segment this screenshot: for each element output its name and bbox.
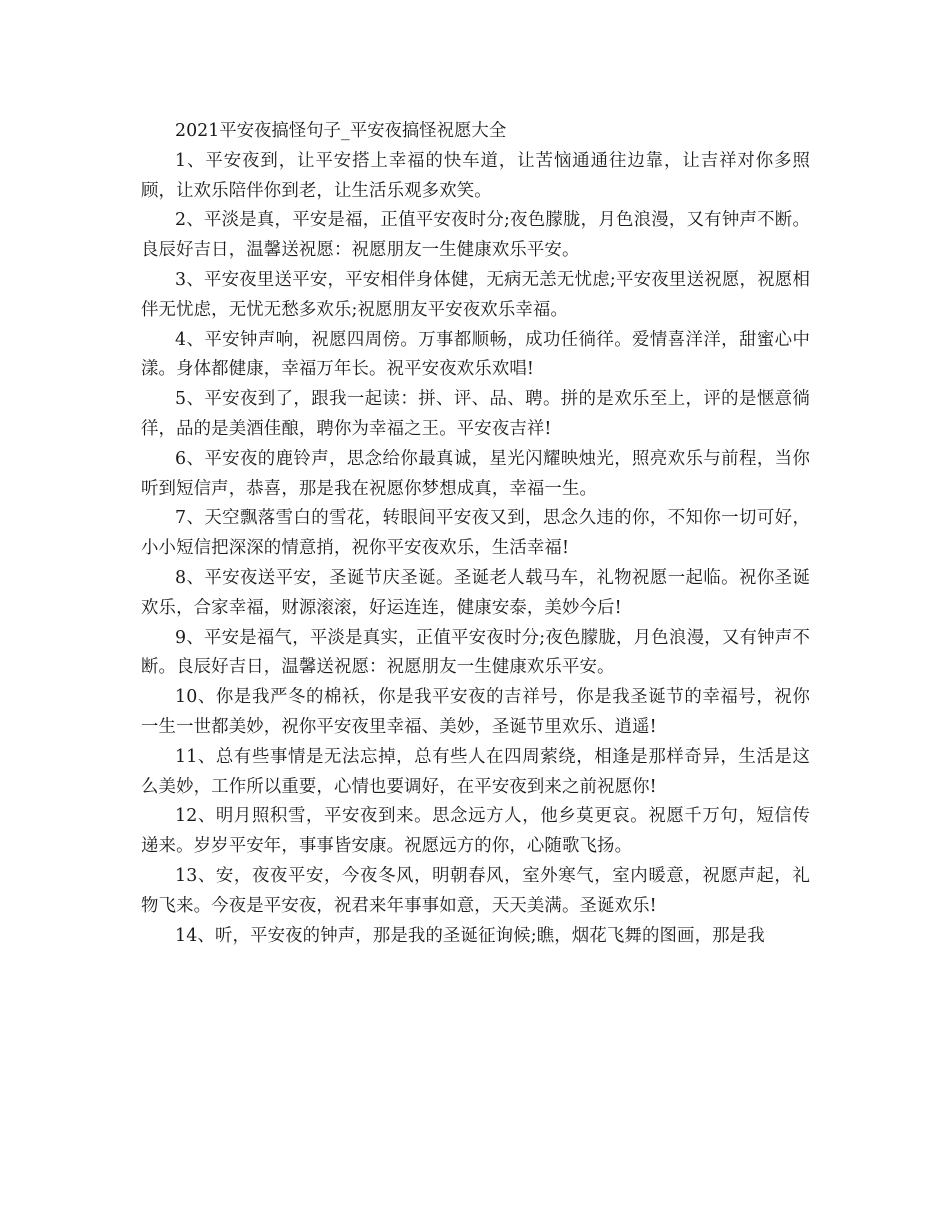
paragraph-7: 7、天空飘落雪白的雪花，转眼间平安夜又到，思念久违的你，不知你一切可好，小小短信把深深的情意捎，祝你平安夜欢乐，生活幸福! bbox=[141, 508, 810, 559]
paragraph-4: 4、平安钟声响，祝愿四周傍。万事都顺畅，成功任徜徉。爱情喜洋洋，甜蜜心中漾。身体都健康，幸福万年长。祝平安夜欢乐欢唱! bbox=[141, 329, 810, 380]
paragraph-5: 5、平安夜到了，跟我一起读：拼、评、品、聘。拼的是欢乐至上，评的是惬意徜徉，品的是美酒佳酿，聘你为幸福之王。平安夜吉祥! bbox=[141, 389, 810, 439]
paragraph-6: 6、平安夜的鹿铃声，思念给你最真诚，星光闪耀映烛光，照亮欢乐与前程，当你听到短信声，恭喜，那是我在祝愿你梦想成真，幸福一生。 bbox=[141, 448, 810, 499]
paragraph-10: 10、你是我严冬的棉袄，你是我平安夜的吉祥号，你是我圣诞节的幸福号，祝你一生一世都美妙，祝你平安夜里幸福、美妙，圣诞节里欢乐、逍遥! bbox=[141, 687, 810, 737]
document-title: 2021平安夜搞怪句子_平安夜搞怪祝愿大全 bbox=[175, 121, 507, 141]
paragraph-3: 3、平安夜里送平安，平安相伴身体健，无病无恙无忧虑;平安夜里送祝愿，祝愿相伴无忧虑，无忧无愁多欢乐;祝愿朋友平安夜欢乐幸福。 bbox=[141, 269, 810, 320]
paragraph-11: 11、总有些事情是无法忘掉，总有些人在四周萦绕，相逢是那样奇异，生活是这么美妙，工作所以重要，心情也要调好，在平安夜到来之前祝愿你! bbox=[141, 746, 810, 797]
paragraph-2: 2、平淡是真，平安是福，正值平安夜时分;夜色朦胧，月色浪漫，又有钟声不断。良辰好吉日，温馨送祝愿：祝愿朋友一生健康欢乐平安。 bbox=[141, 210, 810, 261]
paragraph-13: 13、安，夜夜平安，今夜冬风，明朝春风，室外寒气，室内暖意，祝愿声起，礼物飞来。今夜是平安夜，祝君来年事事如意，天天美满。圣诞欢乐! bbox=[141, 865, 810, 916]
paragraph-1: 1、平安夜到，让平安搭上幸福的快车道，让苦恼通通往边靠，让吉祥对你多照顾，让欢乐陪伴你到老，让生活乐观多欢笑。 bbox=[141, 150, 810, 201]
paragraph-12: 12、明月照积雪，平安夜到来。思念远方人，他乡莫更哀。祝愿千万句，短信传递来。岁岁平安年，事事皆安康。祝愿远方的你，心随歌飞扬。 bbox=[141, 806, 810, 857]
paragraph-14: 14、听，平安夜的钟声，那是我的圣诞征询候;瞧，烟花飞舞的图画，那是我 bbox=[175, 925, 765, 946]
paragraph-8: 8、平安夜送平安，圣诞节庆圣诞。圣诞老人载马车，礼物祝愿一起临。祝你圣诞欢乐，合家幸福，财源滚滚，好运连连，健康安泰，美妙今后! bbox=[141, 567, 810, 618]
document-body bbox=[141, 117, 810, 951]
paragraph-9: 9、平安是福气，平淡是真实，正值平安夜时分;夜色朦胧，月色浪漫，又有钟声不断。良辰好吉日，温馨送祝愿：祝愿朋友一生健康欢乐平安。 bbox=[141, 627, 810, 678]
